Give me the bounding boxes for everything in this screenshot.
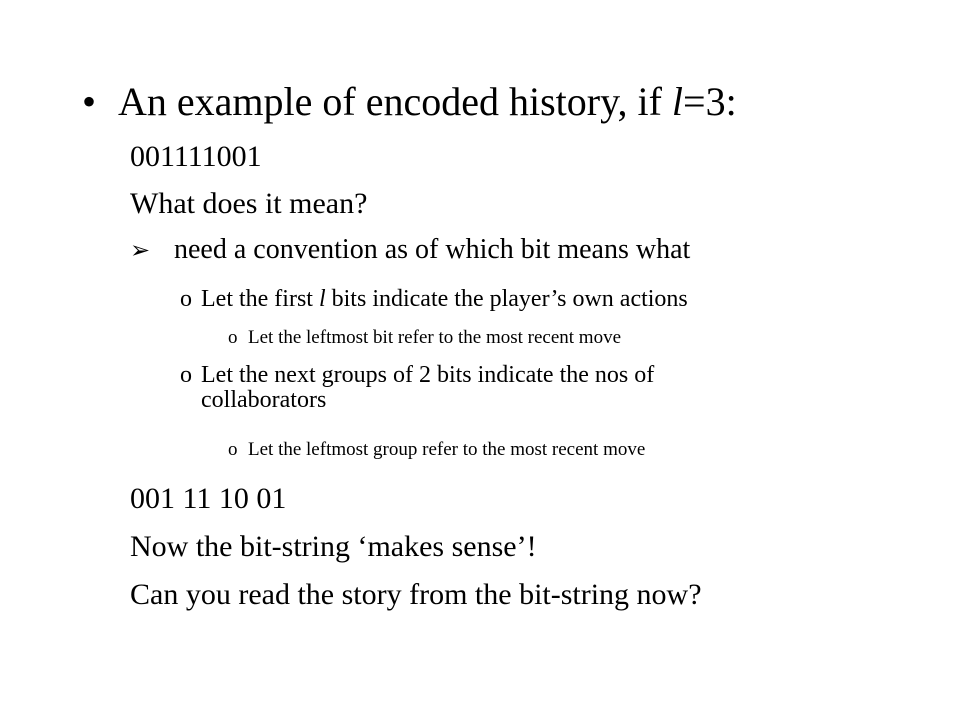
bullet-icon: • xyxy=(82,79,97,124)
slide-title xyxy=(82,79,737,124)
makes-sense-line: Now the bit-string ‘makes sense’! xyxy=(130,530,537,563)
detail-leftmost-bit xyxy=(228,328,621,347)
title-suffix: =3: xyxy=(683,79,737,124)
bitstring: 001111001 xyxy=(130,140,262,173)
arrow-item xyxy=(130,236,690,264)
arrow-text: need a convention as of which bit means what xyxy=(174,234,691,265)
sub-item-collaborators xyxy=(180,363,840,413)
sub2-line2: collaborators xyxy=(201,387,327,414)
title-prefix: An example of encoded history, if xyxy=(118,79,672,124)
closing-question: Can you read the story from the bit-string now? xyxy=(130,578,702,611)
grouped-bitstring: 001 11 10 01 xyxy=(130,482,287,515)
sub2-line1: Let the next groups of 2 bits indicate the nos of xyxy=(201,362,655,388)
sub-bullet-icon: o xyxy=(180,362,192,388)
detail-bullet-icon: o xyxy=(228,439,238,460)
sub-bullet-icon: o xyxy=(180,286,192,312)
question: What does it mean? xyxy=(130,187,368,220)
sub1-prefix: Let the first xyxy=(201,286,319,312)
detail-bullet-icon: o xyxy=(228,327,238,348)
detail-leftmost-group xyxy=(228,440,645,459)
arrow-bullet-icon: ➢ xyxy=(130,236,151,264)
sub1-suffix: bits indicate the player’s own actions xyxy=(325,286,688,312)
detail-text: Let the leftmost bit refer to the most recent move xyxy=(248,327,622,348)
sub-item-own-actions xyxy=(180,287,688,311)
title-variable: l xyxy=(671,79,684,124)
detail-text: Let the leftmost group refer to the most recent move xyxy=(248,439,646,460)
sub1-variable: l xyxy=(318,286,326,312)
